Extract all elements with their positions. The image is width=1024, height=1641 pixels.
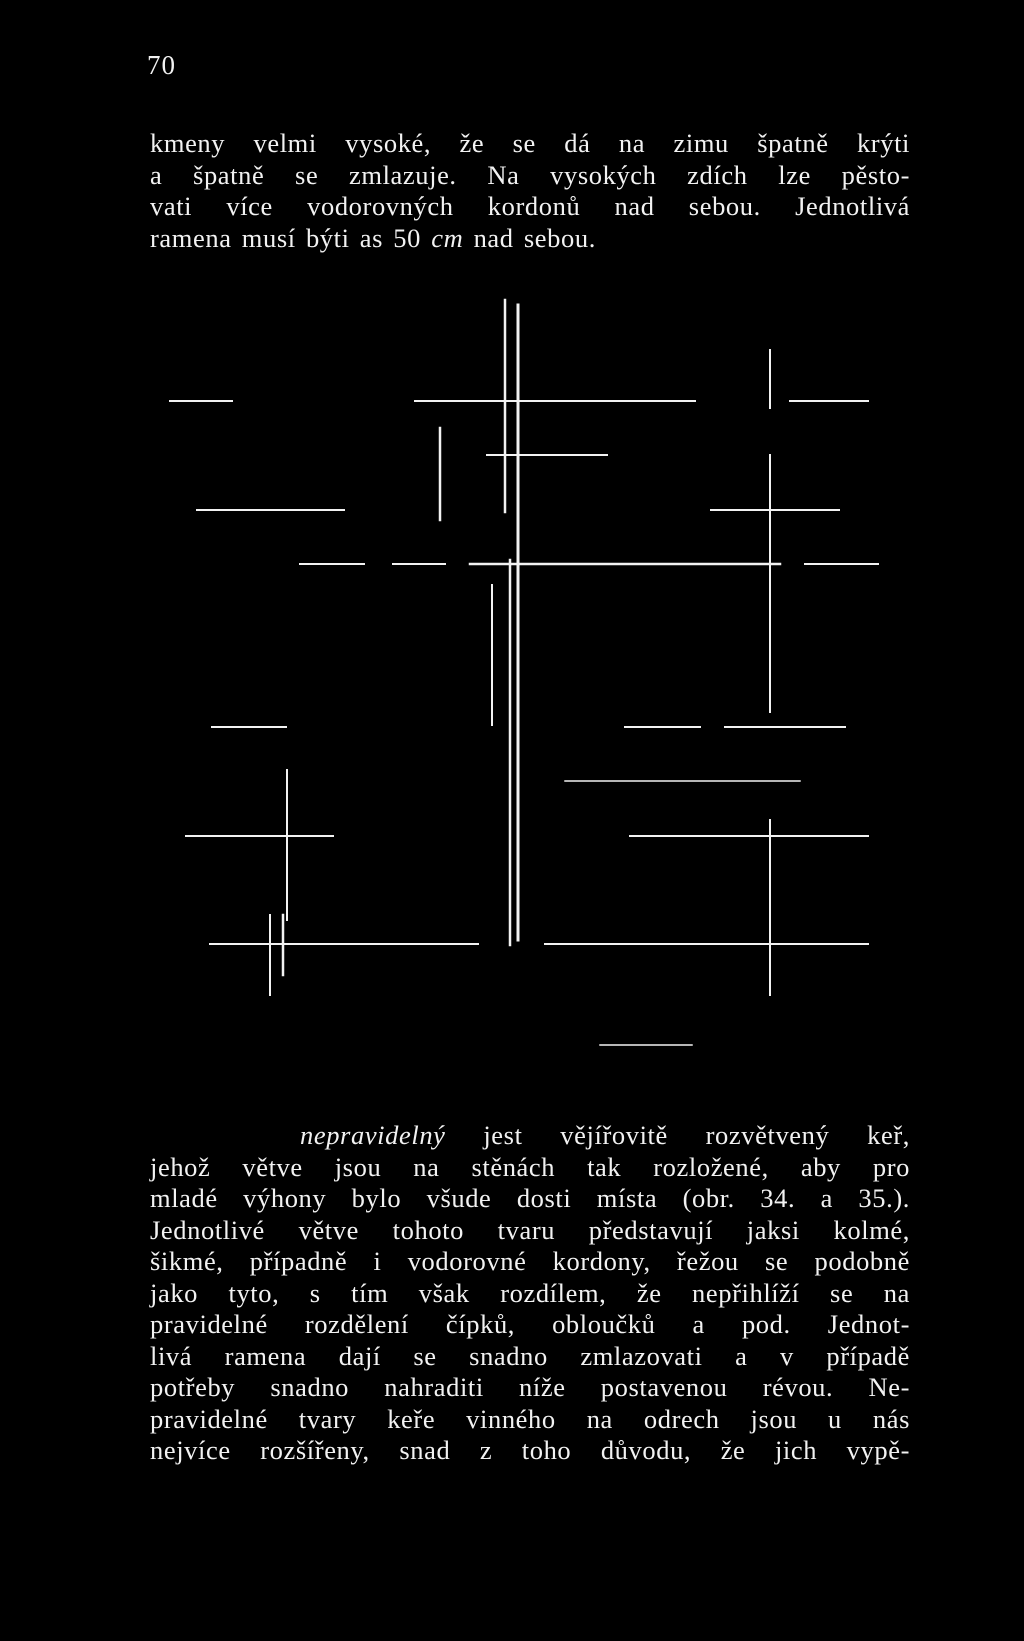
text-line [150,1120,910,1152]
unit-cm: cm [431,222,464,253]
text-line: šikmé, případně i vodorovné kordony, řežou se podobně [150,1246,910,1276]
text-fragment: nad sebou. [463,222,596,253]
page-number: 70 [147,50,176,80]
text-line: kmeny velmi vysoké, že se dá na zimu špatně krýti [150,128,910,158]
text-fragment: ramena musí býti as 50 [150,222,432,253]
text-line: Jednotlivé větve tohoto tvaru představují jaksi kolmé, [150,1214,910,1245]
text-line: vati více vodorovných kordonů nad sebou. Jednotlivá [150,191,910,221]
text-line: jehož větve jsou na stěnách tak rozložené, aby pro [150,1151,910,1182]
text-line: potřeby snadno nahraditi níže postavenou révou. Ne- [150,1372,910,1402]
text-line: pravidelné tvary keře vinného na odrech jsou u nás [150,1403,910,1434]
text-fragment: jest vějířovitě rozvětvený keř, [445,1120,910,1150]
term-italic: nepravidelný [300,1120,446,1150]
text-line: nejvíce rozšířeny, snad z toho důvodu, že jich vypě- [150,1435,910,1465]
text-line: livá ramena dají se snadno zmlazovati a v případě [150,1340,910,1371]
paragraph-bottom [150,1120,910,1467]
text-line: a špatně se zmlazuje. Na vysokých zdích lze pěsto- [150,159,910,190]
text-line: mladé výhony bylo všude dosti místa (obr. 34. a 35.). [150,1183,910,1213]
text-line: jako tyto, s tím však rozdílem, že nepřihlíží se na [150,1277,910,1308]
text-line: pravidelné rozdělení čípků, obloučků a pod. Jednot- [150,1309,910,1339]
